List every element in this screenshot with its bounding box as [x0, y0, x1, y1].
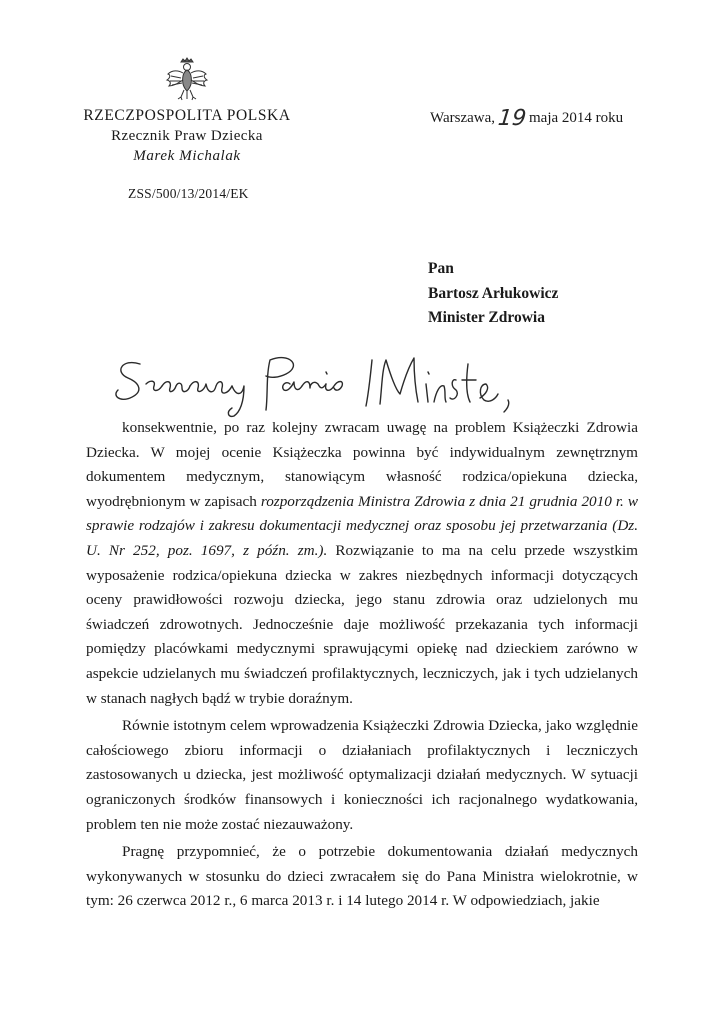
date-prefix: Warszawa,: [430, 110, 496, 126]
recipient-title: Minister Zdrowia: [428, 309, 545, 326]
letter-date: [430, 103, 624, 131]
sender-country: RZECZPOSPOLITA POLSKA: [83, 107, 291, 124]
date-day-handwritten: 19: [496, 106, 528, 131]
polish-eagle-emblem-icon: [164, 56, 210, 102]
paragraph-2: Równie istotnym celem wprowadzenia Książeczki Zdrowia Dziecka, jako względnie całościowego zbioru informacji o działaniach profilaktycznych i leczniczych zastosowanych u dziecka, jest możliwość optymalizacji działań medycznych. W sytuacji ograniczonych środków finansowych i konieczności ich racjonalnego wydatkowania, problem ten nie może zostać niezauważony.: [86, 717, 638, 833]
sender-block: [80, 106, 294, 166]
date-suffix: maja 2014 roku: [529, 110, 624, 126]
sender-name: Marek Michalak: [133, 148, 241, 164]
paragraph-3: Pragnę przypomnieć, że o potrzebie dokumentowania działań medycznych wykonywanych w stosunku do dzieci zwracałem się do Pana Ministra wielokrotnie, w tym: 26 czerwca 2012 r., 6 marca 2013 r. i 14 lutego 2014 r. W odpowiedziach, jakie: [86, 843, 638, 910]
recipient-salutation: Pan: [428, 260, 454, 277]
recipient-block: [428, 257, 558, 331]
reference-number: ZSS/500/13/2014/EK: [128, 186, 249, 201]
paragraph-1-end: Rozwiązanie to ma na celu przede wszystkim wyposażenie rodzica/opiekuna dziecka w zakres niezbędnych informacji dotyczących oceny prawidłowości rozwoju dziecka, jego stanu zdrowia oraz udzielonych mu świadczeń zdrowotnych. Jednocześnie daje możliwość przekazania tych informacji pomiędzy placówkami medycznymi sprawującymi opiekę nad dzieckiem zarówno w aspekcie udzielanych mu świadczeń profilaktycznych, leczniczych, jak i tych udzielanych w stanach nagłych bądź w trybie doraźnym.: [86, 541, 638, 707]
sender-office: Rzecznik Praw Dziecka: [111, 128, 263, 144]
paragraph-1-legal-reference: rozporządzenia Ministra Zdrowia z dnia 21 grudnia 2010 r. w sprawie rodzajów i zakresu dokumentacji medycznej oraz sposobu jej przetwarzania (Dz. U. Nr 252, poz. 1697, z późn. zm.).: [86, 492, 638, 559]
letter-body: [86, 416, 638, 917]
paragraph-1: [86, 416, 638, 711]
recipient-name: Bartosz Arłukowicz: [428, 284, 559, 302]
paragraph-1-start: konsekwentnie, po raz kolejny zwracam uwagę na problem Książeczki Zdrowia Dziecka. W mojej ocenie Książeczka powinna być indywidualnym zewnętrznym dokumentem medycznym, stanowiącym własność rodzica/opiekuna dziecka, wyodrębnionym w zapisach: [86, 419, 638, 510]
